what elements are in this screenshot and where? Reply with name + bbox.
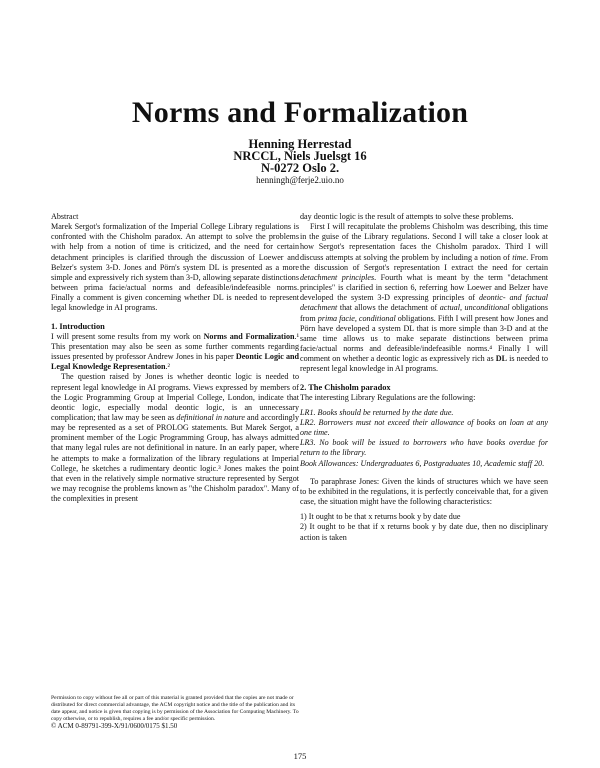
author-address: N-0272 Oslo 2.	[260, 161, 340, 175]
paper-title: Norms and Formalization	[131, 96, 469, 129]
copyright-footnote	[51, 695, 299, 730]
intro-paragraph-2: The question raised by Jones is whether deontic logic is needed to represent legal knowledge in AI programs. Views expressed by members of the Logic Programming Group at Imperial College, London, indicate that deontic logic, especially modal deontic logic, is an unnecessary complication; that law may be seen as definitional in nature and accordingly may be represented as a set of PROLOG statements. But Marek Sergot, a prominent member of the Logic Programming Group, has always admitted that many legal rules are not definitional in nature. In an early paper, where he attempts to make a formalization of the library regulations at Imperial College, he sketches a rudimentary deontic logic.³ Jones makes the point that even in the relatively simple normative structure represented by Sergot we may recognise the problems known as "the Chisholm paradox". Many of the complexities in present	[51, 372, 299, 504]
page-number: 175	[293, 751, 307, 761]
outline-paragraph: First I will recapitulate the problems Chisholm was describing, this time in the guise of the Library regulations. Second I will take a closer look at how Sergot's representation faces the Chisholm paradox. Third I will discuss attempts at solving the problem by including a notion of time. From the discussion of Sergot's representation I extract the need for certain detachment principles. Fourth what is meant by the term "detachment principles" is clarified in section 6, referring how Loewer and Belzer have developed the system 3-D expressing principles of deontic- and factual detachment that allows the detachment of actual, unconditional obligations from prima facie, conditional obligations. Fifth I will present how Jones and Pörn have developed a system DL that is more simple than 3-D and at the same time allows us to make separate distinctions between prima facie/actual norms and defeasible/indefeasible norms.⁴ Finally I will comment on whether a deontic logic as expressively rich as DL is needed to represent legal knowledge in AI programs.	[300, 222, 549, 374]
regulation-lr2: LR2. Borrowers must not exceed their allowance of books on loan at any one time.	[300, 417, 548, 438]
section-2-heading: 2. The Chisholm paradox	[300, 382, 391, 392]
left-column	[51, 212, 299, 504]
regulation-lr1: LR1. Books should be returned by the date due.	[300, 407, 454, 417]
regulation-lr3: LR3. No book will be issued to borrowers who have books overdue for return to the library.	[300, 438, 548, 458]
regulations-intro: The interesting Library Regulations are the following:	[300, 392, 476, 402]
author-block	[0, 138, 600, 186]
abstract-heading: Abstract	[51, 212, 79, 221]
characteristic-item-1: 1) It ought to be that x returns book y by date due	[300, 512, 461, 522]
book-allowances: Book Allowances: Undergraduates 6, Postgraduates 10, Academic staff 20.	[300, 458, 545, 468]
acm-identifier: © ACM 0-89791-399-X/91/0600/0175 $1.50	[51, 722, 178, 730]
author-affiliation: NRCCL, Niels Juelsgt 16	[233, 149, 367, 163]
characteristic-item-2: 2) It ought to be that if x returns book y by date due, then no disciplinary action is taken	[300, 522, 548, 542]
section-1-heading: 1. Introduction	[51, 321, 105, 331]
author-name: Henning Herrestad	[248, 137, 352, 151]
right-column	[300, 212, 548, 543]
abstract-body: Marek Sergot's formalization of the Imperial College Library regulations is confronted with the Chisholm paradox. An attempt to solve the problems with help from a notion of time is criticized, and the need for certain detachment principles is clarified through the discussion of Loewer and Belzer's system 3-D. Jones and Pörn's system DL is presented as a more simple and expressively rich system than 3-D, allowing separate distinctions between prima facie/actual norms and defeasible/indefeasible norms. Finally a comment is given concerning whether DL is needed to represent legal knowledge in AI programs.	[51, 222, 299, 313]
intro-paragraph-1: I will present some results from my work on Norms and Formalization.¹ This presentation may also be seen as some further comments regarding issues presented by professor Andrew Jones in his paper Deontic Logic and Legal Knowledge Representation.²	[51, 331, 299, 372]
author-email: henningh@ferje2.uio.no	[256, 175, 344, 185]
continued-text: day deontic logic is the result of attempts to solve these problems.	[300, 212, 514, 221]
permission-notice: Permission to copy without fee all or part of this material is granted provided that the copies are not made or distributed for direct commercial advantage, the ACM copyright notice and the title of the publication and its date appear, and notice is given that copying is by permission of the Association for Computing Machinery. To copy otherwise, or to republish, requires a fee and/or specific permission.	[51, 695, 299, 722]
paraphrase-paragraph: To paraphrase Jones: Given the kinds of structures which we have seen to be exhibited in the regulations, it is perfectly conceivable that, for a given case, the situation might have the following characteristics:	[300, 476, 548, 507]
